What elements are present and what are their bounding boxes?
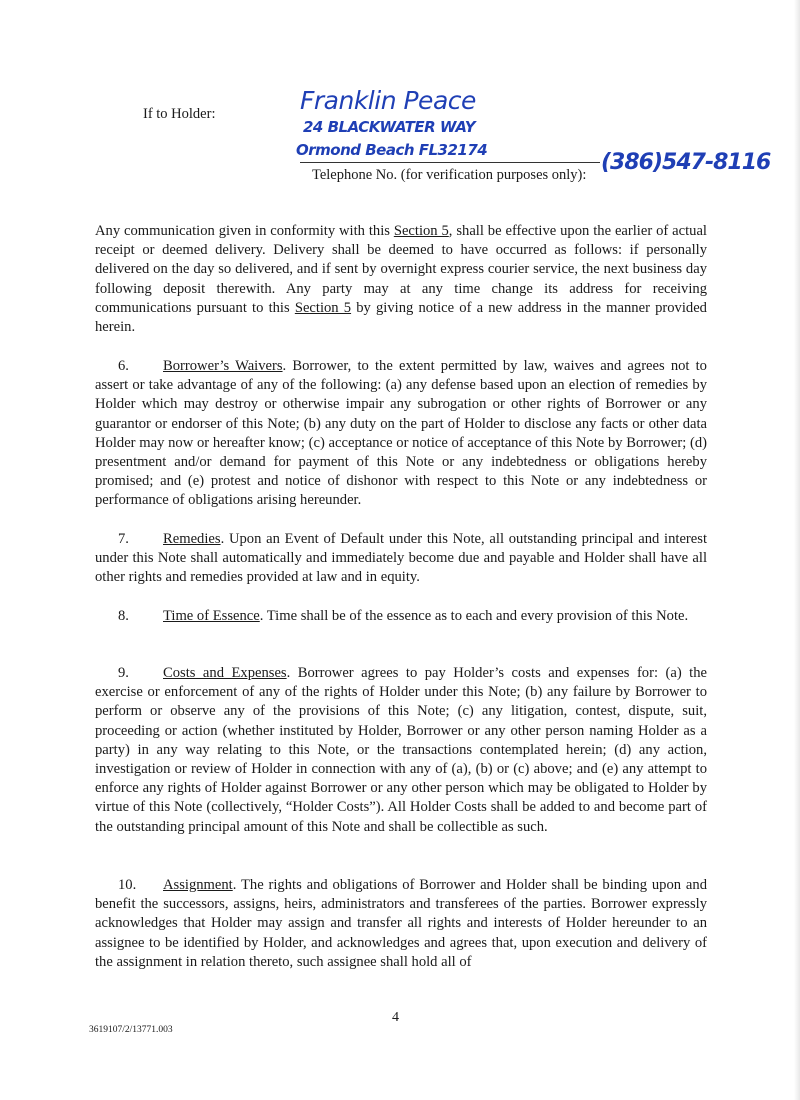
section-heading: Borrower’s Waivers	[163, 358, 283, 374]
handwritten-address-city: Ormond Beach FL32174	[296, 141, 488, 159]
section-number: 6.	[118, 358, 129, 374]
section-6-waivers	[95, 357, 707, 511]
section-number: 10.	[118, 877, 137, 893]
section-7-remedies	[95, 530, 707, 588]
section-number: 9.	[118, 665, 129, 681]
section-heading: Time of Essence	[163, 608, 260, 624]
section-number: 8.	[118, 608, 129, 624]
holder-label: If to Holder:	[143, 106, 216, 122]
section-text: . Time shall be of the essence as to each and every provision of this Note.	[259, 608, 689, 624]
section-8-time-of-essence	[95, 607, 707, 626]
section-10-assignment	[95, 876, 707, 972]
communication-text-pre: Any communication given in conformity with this	[95, 223, 394, 239]
scan-edge-shadow	[794, 0, 800, 1100]
handwritten-phone-number: (386)547-8116	[601, 150, 771, 175]
communication-text-mid: , shall be effective upon the earlier of actual receipt or deemed delivery. Delivery shall be deemed to have occurred as follows: if personally delivered on the day so delivered, and if sent by overnight express courier service, the next business day following deposit therewith. Any party may at any time change its address for receiving communications pursuant to this	[95, 223, 707, 316]
section-heading: Assignment	[163, 877, 233, 893]
page-number: 4	[392, 1010, 399, 1025]
telephone-label: Telephone No. (for verification purposes only):	[312, 167, 587, 183]
section-5-reference-2: Section 5	[294, 299, 352, 316]
section-9-costs-and-expenses	[95, 664, 707, 837]
section-5-reference: Section 5	[393, 223, 449, 239]
communication-paragraph	[95, 222, 707, 337]
document-id: 3619107/2/13771.003	[89, 1025, 173, 1035]
communication-text-post: by giving notice of a new address in the manner provided herein.	[95, 299, 707, 336]
section-heading: Remedies	[163, 531, 221, 547]
handwritten-holder-name: Franklin Peace	[300, 86, 476, 115]
section-text: . Borrower agrees to pay Holder’s costs and expenses for: (a) the exercise or enforcement of any of the rights of Holder under this Note; (b) any failure by Borrower to perform or observe any of the provisions of this Note; (c) any litigation, contest, dispute, suit, proceeding or action (whether instituted by Holder, Borrower or any other person naming Holder as a party) in any way relating to this Note, or the transactions contemplated herein; (d) any action, investigation or review of Holder in connection with any of (a), (b) or (c) above; and (e) any attempt to enforce any rights of Holder against Borrower or any other person which may be obligated to Holder by virtue of this Note (collectively, “Holder Costs”). All Holder Costs shall be added to and become part of the outstanding principal amount of this Note and shall be collectible as such.	[95, 665, 708, 835]
section-text: . Upon an Event of Default under this Note, all outstanding principal and interest under this Note shall automatically and immediately become due and payable and Holder shall have all other rights and remedies provided at law and in equity.	[95, 531, 707, 586]
section-heading: Costs and Expenses	[163, 665, 287, 681]
section-text: . Borrower, to the extent permitted by law, waives and agrees not to assert or take advantage of any of the following: (a) any defense based upon an election of remedies by Holder which may destroy or otherwise impair any subrogation or other rights of Borrower or any guarantor or endorser of this Note; (b) any duty on the part of Holder to disclose any facts or other data Holder may now or hereafter know; (c) acceptance or notice of acceptance of this Note by Borrower; (d) presentment and/or demand for payment of this Note or any indebtedness or obligations hereby promised; and (e) protest and notice of dishonor with respect to this Note or any indebtedness or performance of obligations arising hereunder.	[95, 358, 707, 509]
handwritten-address-street: 24 BLACKWATER WAY	[303, 118, 476, 136]
address-underline	[300, 162, 600, 163]
section-text: . The rights and obligations of Borrower and Holder shall be binding upon and benefit the successors, assigns, heirs, administrators and transferees of the parties. Borrower expressly acknowledges that Holder may assign and transfer all rights and interests of Holder hereunder to an assignee to be identified by Holder, and acknowledges and agrees that, upon execution and delivery of the assignment in relation thereto, such assignee shall hold all of	[95, 877, 707, 970]
section-number: 7.	[118, 531, 129, 547]
